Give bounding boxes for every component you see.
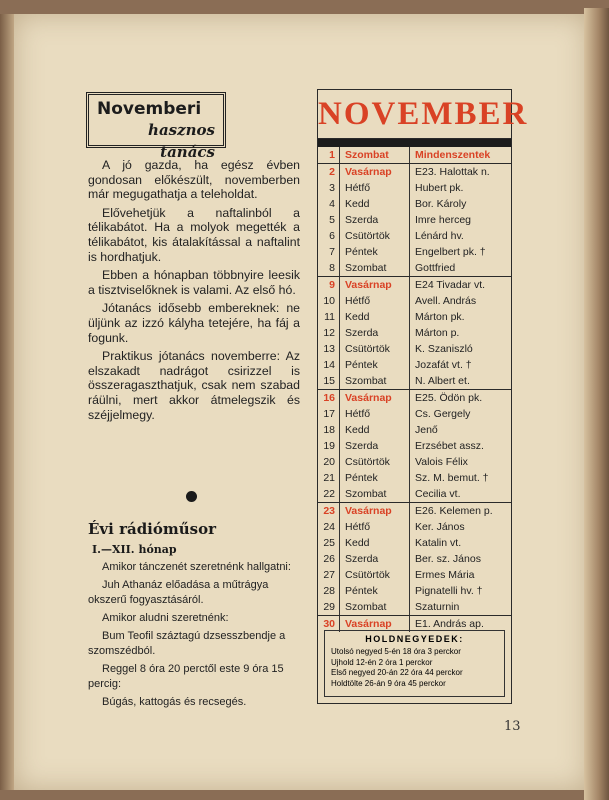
weekday: Szombat xyxy=(340,599,410,615)
weekday: Hétfő xyxy=(340,180,410,196)
weekday: Csütörtök xyxy=(340,567,410,583)
weekday: Szombat xyxy=(340,147,410,163)
day-number: 28 xyxy=(318,583,340,599)
nameday: Cecilia vt. xyxy=(415,488,461,500)
day-number: 14 xyxy=(318,357,340,373)
day-number: 10 xyxy=(318,293,340,309)
nameday: E25. Ödön pk. xyxy=(415,392,483,404)
radio-section-subtitle: I.—XII. hónap xyxy=(92,543,177,556)
calendar-row xyxy=(318,454,511,470)
calendar-row xyxy=(318,309,511,325)
nameday: Szaturnin xyxy=(415,601,460,613)
day-number: 16 xyxy=(318,390,340,406)
nameday: Erzsébet assz. xyxy=(415,440,484,452)
weekday: Szerda xyxy=(340,212,410,228)
nameday: Bor. Károly xyxy=(415,198,467,210)
paragraph: Elővehetjük a naftalinból a télikabátot. Ha a molyok megették a télikabátot, kis átalakítással a naftalint is hordhatjuk. xyxy=(88,205,300,264)
weekday: Péntek xyxy=(340,583,410,599)
calendar-row xyxy=(318,276,511,293)
nameday: E1. András ap. xyxy=(415,618,484,630)
day-number: 19 xyxy=(318,438,340,454)
calendar-row xyxy=(318,406,511,422)
weekday: Péntek xyxy=(340,357,410,373)
calendar-row xyxy=(318,486,511,502)
day-number: 5 xyxy=(318,212,340,228)
weekday: Hétfő xyxy=(340,293,410,309)
calendar-row xyxy=(318,470,511,486)
calendar-row xyxy=(318,583,511,599)
weekday: Szombat xyxy=(340,260,410,276)
calendar-row xyxy=(318,373,511,389)
calendar-row xyxy=(318,389,511,406)
calendar-row xyxy=(318,163,511,180)
weekday: Szombat xyxy=(340,373,410,389)
intro-text xyxy=(88,158,300,426)
calendar-row xyxy=(318,502,511,519)
nameday: Ker. János xyxy=(415,521,465,533)
nameday: Jozafát vt. † xyxy=(415,359,472,371)
calendar-row xyxy=(318,535,511,551)
nameday: Hubert pk. xyxy=(415,182,464,194)
calendar-row xyxy=(318,551,511,567)
nameday: Pignatelli hv. † xyxy=(415,585,483,597)
radio-text xyxy=(88,560,300,713)
nameday: Jenő xyxy=(415,424,438,436)
day-number: 21 xyxy=(318,470,340,486)
paragraph: Praktikus jótanács novemberre: Az elszakadt nadrágot csirizzel is összeragaszthatjuk, csak nem szabad ráülni, mert akkor átmelegszik és széjjelmegy. xyxy=(88,349,300,422)
page-edges xyxy=(584,8,609,800)
weekday: Szombat xyxy=(340,486,410,502)
weekday: Vasárnap xyxy=(340,503,410,519)
nameday: Ber. sz. János xyxy=(415,553,481,565)
calendar-row xyxy=(318,147,511,163)
nameday: Mindenszentek xyxy=(415,149,491,161)
nameday: E24 Tivadar vt. xyxy=(415,279,486,291)
nameday: Imre herceg xyxy=(415,214,472,226)
radio-paragraph: Amikor tánczenét szeretnénk hallgatni: xyxy=(102,561,291,573)
weekday: Szerda xyxy=(340,551,410,567)
calendar-row xyxy=(318,599,511,615)
weekday: Péntek xyxy=(340,244,410,260)
day-number: 25 xyxy=(318,535,340,551)
day-number: 9 xyxy=(318,277,340,293)
day-number: 30 xyxy=(318,616,340,632)
article-title: Novemberi xyxy=(97,99,202,119)
weekday: Hétfő xyxy=(340,519,410,535)
weekday: Vasárnap xyxy=(340,277,410,293)
day-number: 11 xyxy=(318,309,340,325)
weekday: Kedd xyxy=(340,535,410,551)
article-title-box xyxy=(86,92,226,161)
moon-phase-line: Első negyed 20-án 22 óra 44 perckor xyxy=(331,668,463,677)
day-number: 4 xyxy=(318,196,340,212)
paragraph: Jótanács idősebb embereknek: ne üljünk az izzó kályha tetejére, ha fáj a fogunk. xyxy=(88,301,300,345)
weekday: Kedd xyxy=(340,422,410,438)
calendar-row xyxy=(318,567,511,583)
calendar-row xyxy=(318,196,511,212)
weekday: Kedd xyxy=(340,196,410,212)
nameday: Valois Félix xyxy=(415,456,468,468)
moon-phases-title: HOLDNEGYEDEK: xyxy=(365,634,464,644)
calendar-row xyxy=(318,519,511,535)
weekday: Csütörtök xyxy=(340,341,410,357)
day-number: 27 xyxy=(318,567,340,583)
calendar-row xyxy=(318,244,511,260)
day-number: 15 xyxy=(318,373,340,389)
weekday: Szerda xyxy=(340,438,410,454)
nameday: K. Szaniszló xyxy=(415,343,473,355)
nameday: Cs. Gergely xyxy=(415,408,471,420)
calendar-header-bar xyxy=(318,139,511,147)
moon-phase-line: Holdtölte 26-án 9 óra 45 perckor xyxy=(331,678,446,688)
calendar-row xyxy=(318,228,511,244)
day-number: 2 xyxy=(318,164,340,180)
weekday: Vasárnap xyxy=(340,164,410,180)
moon-phase-line: Utolsó negyed 5-én 18 óra 3 perckor xyxy=(331,647,461,656)
day-number: 8 xyxy=(318,260,340,276)
calendar-table xyxy=(317,89,529,704)
calendar-month-title: NOVEMBER xyxy=(318,90,511,139)
weekday: Kedd xyxy=(340,309,410,325)
calendar-row xyxy=(318,260,511,276)
nameday: Engelbert pk. † xyxy=(415,246,486,258)
page-number: 13 xyxy=(504,719,521,734)
moon-phase-line: Ujhold 12-én 2 óra 1 perckor xyxy=(331,657,433,667)
nameday: Sz. M. bemut. † xyxy=(415,472,489,484)
day-number: 23 xyxy=(318,503,340,519)
calendar-row xyxy=(318,438,511,454)
nameday: Lénárd hv. xyxy=(415,230,464,242)
calendar-row xyxy=(318,212,511,228)
weekday: Hétfő xyxy=(340,406,410,422)
day-number: 26 xyxy=(318,551,340,567)
nameday: Avell. András xyxy=(415,295,477,307)
day-number: 1 xyxy=(318,147,340,163)
calendar-row xyxy=(318,180,511,196)
radio-paragraph: Búgás, kattogás és recsegés. xyxy=(102,696,247,708)
radio-paragraph: Amikor aludni szeretnénk: xyxy=(102,612,229,624)
calendar-row xyxy=(318,293,511,309)
weekday: Csütörtök xyxy=(340,454,410,470)
article-subtitle: hasznos tanács xyxy=(148,121,215,161)
calendar-row xyxy=(318,357,511,373)
weekday: Vasárnap xyxy=(340,390,410,406)
day-number: 7 xyxy=(318,244,340,260)
separator-dot xyxy=(186,491,197,502)
day-number: 6 xyxy=(318,228,340,244)
nameday: Márton p. xyxy=(415,327,460,339)
radio-paragraph: Juh Athanáz előadása a műtrágya okszerű fogyasztásáról. xyxy=(88,579,269,606)
day-number: 12 xyxy=(318,325,340,341)
day-number: 24 xyxy=(318,519,340,535)
weekday: Csütörtök xyxy=(340,228,410,244)
paragraph: Ebben a hónapban többnyire leesik a tisztviselőknek is valami. Az első hó. xyxy=(88,268,300,297)
day-number: 18 xyxy=(318,422,340,438)
nameday: Katalin vt. xyxy=(415,537,462,549)
nameday: N. Albert et. xyxy=(415,375,470,387)
day-number: 29 xyxy=(318,599,340,615)
nameday: E26. Kelemen p. xyxy=(415,505,493,517)
day-number: 13 xyxy=(318,341,340,357)
paragraph: A jó gazda, ha egész évben gondosan előkészült, novemberben már megugathatja a teleholdat. xyxy=(88,158,300,202)
day-number: 22 xyxy=(318,486,340,502)
day-number: 3 xyxy=(318,180,340,196)
nameday: Márton pk. xyxy=(415,311,465,323)
day-number: 20 xyxy=(318,454,340,470)
radio-paragraph: Reggel 8 óra 20 perctől este 9 óra 15 percig: xyxy=(88,663,284,690)
day-number: 17 xyxy=(318,406,340,422)
weekday: Péntek xyxy=(340,470,410,486)
calendar-row xyxy=(318,422,511,438)
radio-paragraph: Bum Teofil száztagú dzsesszbendje a szomszédból. xyxy=(88,630,286,657)
moon-phases-box xyxy=(324,630,505,697)
nameday: Ermes Mária xyxy=(415,569,475,581)
weekday: Szerda xyxy=(340,325,410,341)
calendar-row xyxy=(318,325,511,341)
calendar-row xyxy=(318,341,511,357)
radio-section-title: Évi rádióműsor xyxy=(88,520,217,538)
weekday: Vasárnap xyxy=(340,616,410,632)
nameday: Gottfried xyxy=(415,262,456,274)
nameday: E23. Halottak n. xyxy=(415,166,490,178)
calendar-rows xyxy=(318,147,511,632)
